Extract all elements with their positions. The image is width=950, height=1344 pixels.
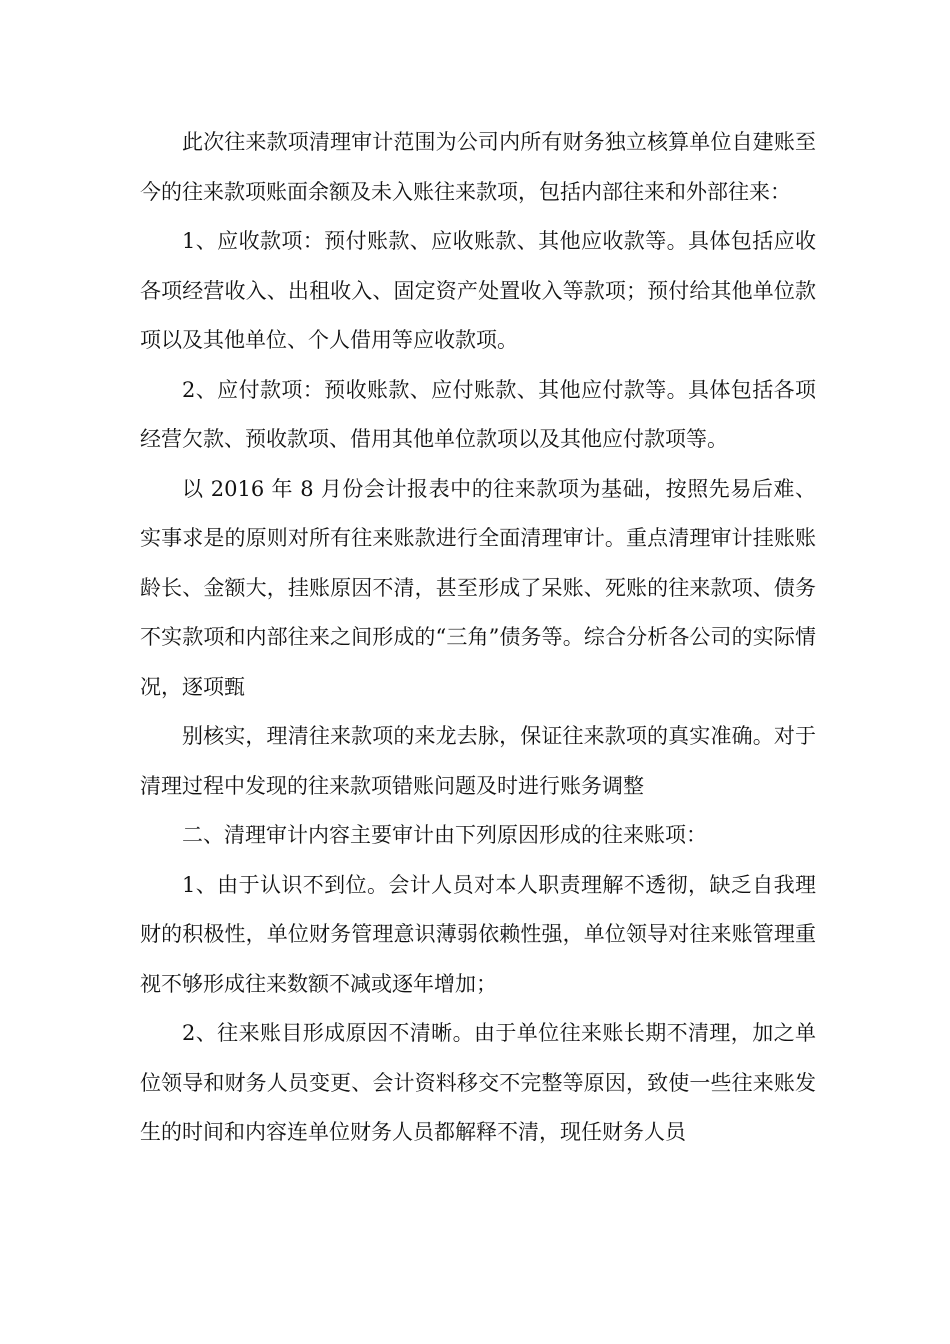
paragraph-cause-unclear: 2、往来账目形成原因不清晰。由于单位往来账长期不清理，加之单位领导和财务人员变更、会计资料移交不完整等原因，致使一些往来账发生的时间和内容连单位财务人员都解释不清，现任财务人员 — [140, 1021, 816, 1144]
paragraph-section-two-heading: 二、清理审计内容主要审计由下列原因形成的往来账项： — [182, 823, 707, 847]
paragraph-audit-basis: 以 2016 年 8 月份会计报表中的往来款项为基础，按照先易后难、实事求是的原则对所有往来账款进行全面清理审计。重点清理审计挂账账龄长、金额大，挂账原因不清，甚至形成了呆账、死账的往来款项、债务不实款项和内部往来之间形成的“三角”债务等。综合分析各公司的实际情况，逐项甄 — [140, 476, 816, 699]
document-body — [140, 118, 816, 1158]
paragraph-audit-scope: 此次往来款项清理审计范围为公司内所有财务独立核算单位自建账至今的往来款项账面余额及未入账往来款项，包括内部往来和外部往来： — [140, 130, 816, 204]
paragraph-receivables: 1、应收款项：预付账款、应收账款、其他应收款等。具体包括应收各项经营收入、出租收入、固定资产处置收入等款项；预付给其他单位款项以及其他单位、个人借用等应收款项。 — [140, 229, 816, 352]
paragraph-cause-awareness: 1、由于认识不到位。会计人员对本人职责理解不透彻，缺乏自我理财的积极性，单位财务管理意识薄弱依赖性强，单位领导对往来账管理重视不够形成往来数额不减或逐年增加； — [140, 872, 816, 996]
paragraph-payables: 2、应付款项：预收账款、应付账款、其他应付款等。具体包括各项经营欠款、预收款项、借用其他单位款项以及其他应付款项等。 — [140, 377, 816, 451]
paragraph-verification: 别核实，理清往来款项的来龙去脉，保证往来款项的真实准确。对于清理过程中发现的往来款项错账问题及时进行账务调整 — [140, 724, 816, 798]
